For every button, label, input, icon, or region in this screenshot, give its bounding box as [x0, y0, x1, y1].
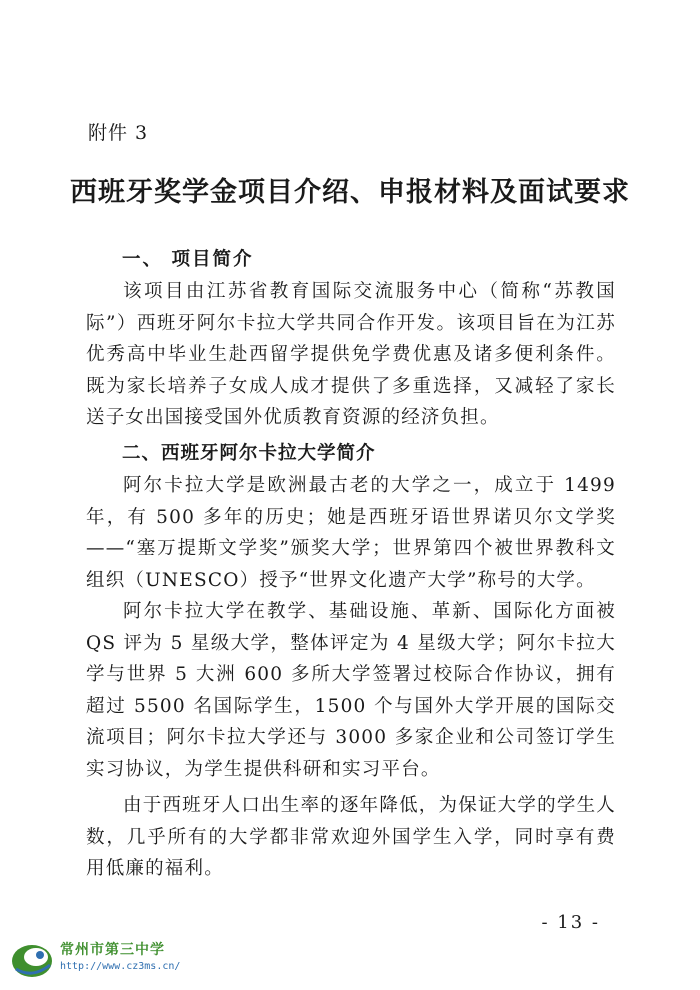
- attachment-label: 附件 3: [88, 122, 149, 144]
- section-2-paragraph-3: 由于西班牙人口出生率的逐年降低，为保证大学的学生人数，几乎所有的大学都非常欢迎外国学生入学，同时享有费用低廉的福利。: [86, 795, 616, 879]
- section-1-paragraph-1: 该项目由江苏省教育国际交流服务中心（简称“苏教国际”）西班牙阿尔卡拉大学共同合作开发。该项目旨在为江苏优秀高中毕业生赴西留学提供免学费优惠及诸多便利条件。既为家长培养子女成人成才提供了多重选择，又减轻了家长送子女出国接受国外优质教育资源的经济负担。: [86, 281, 616, 428]
- section-heading-1: 一、 项目简介: [122, 249, 254, 270]
- school-watermark[interactable]: [10, 935, 230, 985]
- section-2-paragraph-2: 阿尔卡拉大学在教学、基础设施、革新、国际化方面被 QS 评为 5 星级大学，整体评定为 4 星级大学；阿尔卡拉大学与世界 5 大洲 600 多所大学签署过校际合作协议，拥有超过 5500 名国际学生，1500 个与国外大学开展的国际交流项目；阿尔卡拉大学还与 3000 多家企业和公司签订学生实习协议，为学生提供科研和实习平台。: [86, 601, 616, 780]
- school-logo-icon: [10, 935, 58, 983]
- school-name: 常州市第三中学: [60, 942, 165, 958]
- document-title: 西班牙奖学金项目介绍、申报材料及面试要求: [70, 177, 630, 208]
- section-2-paragraph-1: 阿尔卡拉大学是欧洲最古老的大学之一，成立于 1499 年，有 500 多年的历史；她是西班牙语世界诺贝尔文学奖——“塞万提斯文学奖”颁奖大学；世界第四个被世界教科文组织（UNESCO）授予“世界文化遗产大学”称号的大学。: [86, 475, 616, 591]
- school-url-link[interactable]: http://www.cz3ms.cn/: [60, 961, 181, 972]
- section-heading-2: 二、西班牙阿尔卡拉大学简介: [122, 443, 376, 464]
- page-number: - 13 -: [541, 912, 600, 933]
